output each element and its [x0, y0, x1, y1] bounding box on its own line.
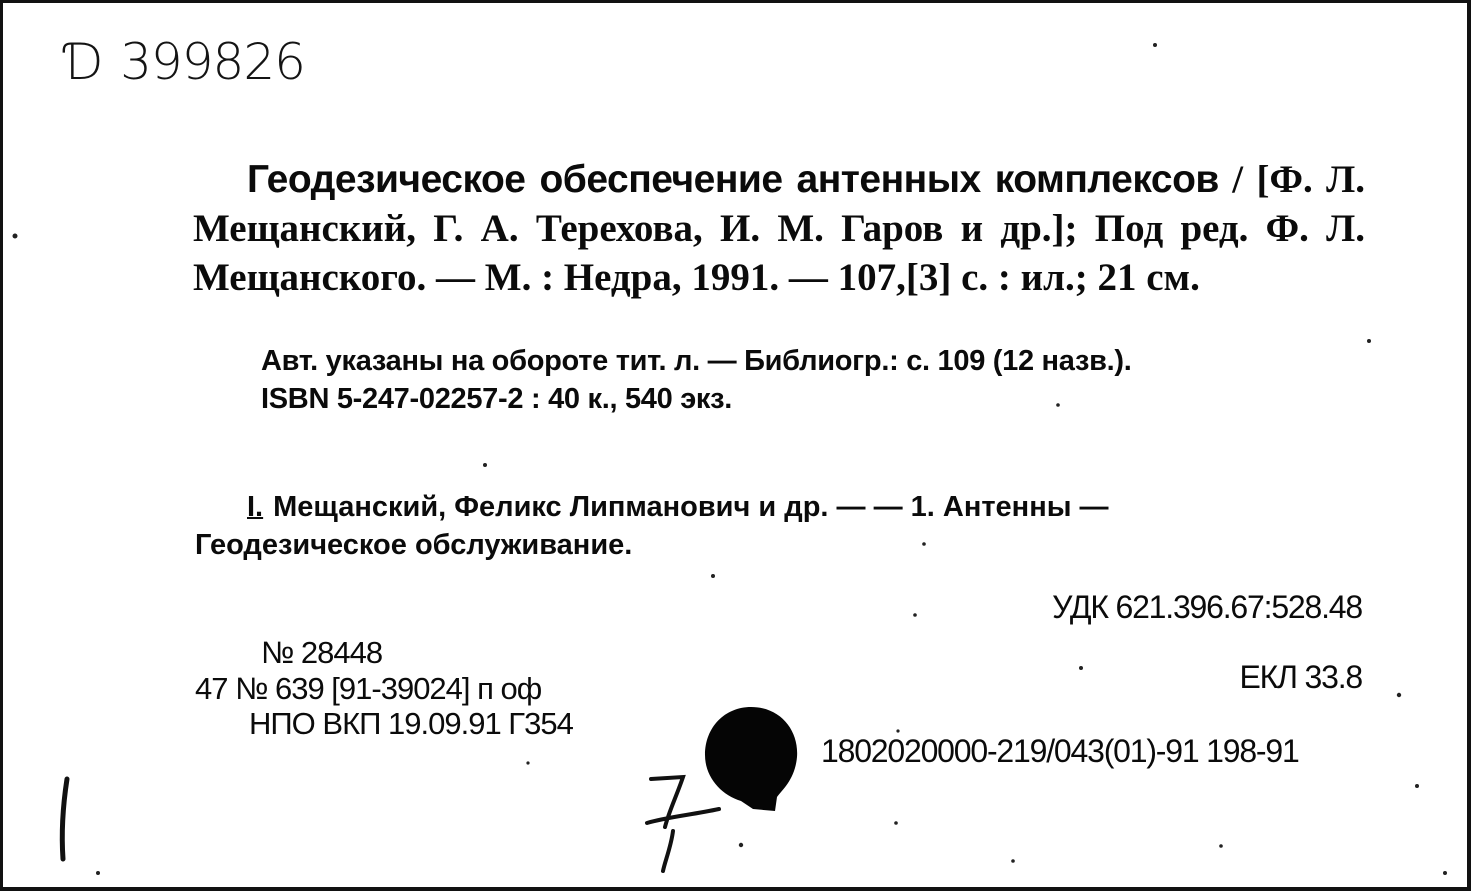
handwritten-mark-left: [51, 775, 81, 865]
call-number: Ɗ 399826: [65, 33, 305, 91]
tracing-line: [247, 491, 1367, 524]
subject-heading: Геодезическое обслуживание.: [195, 529, 633, 561]
handwritten-mark-center: [643, 771, 723, 875]
udk-code: УДК 621.396.67:528.48: [1052, 589, 1362, 625]
authors-note-text: Авт. указаны на обороте тит. л. — Библиогр.: с. 109 (12 назв.).: [261, 345, 1132, 377]
tracing-name: Мещанский, Феликс Липманович и др. — — 1. Антенны —: [273, 491, 1109, 523]
responsibility-statement: / [Ф. Л. Мещанский, Г. А. Терехова, И. М. Гаров и др.]; Под ред. Ф. Л. Мещанского. — М. : Недра, 1991. — 107,[3] с. : ил.; 21 см.: [193, 158, 1365, 299]
book-trade-code: 1802020000-219/043(01)-91 198-91: [821, 733, 1299, 769]
registration-number: № 28448: [261, 635, 383, 670]
printer-line: НПО ВКП 19.09.91 Г354: [249, 706, 573, 741]
ekl-code: ЕКЛ 33.8: [1239, 659, 1362, 695]
print-order: 47 № 639 [91-39024] п оф: [195, 671, 542, 706]
tracing-number: I.: [247, 491, 264, 523]
main-entry: [193, 155, 1365, 302]
isbn-price-note: ISBN 5-247-02257-2 : 40 к., 540 экз.: [261, 383, 733, 415]
book-title: Геодезическое обеспечение антенных комплексов: [247, 158, 1219, 201]
authors-note: [261, 345, 1366, 378]
